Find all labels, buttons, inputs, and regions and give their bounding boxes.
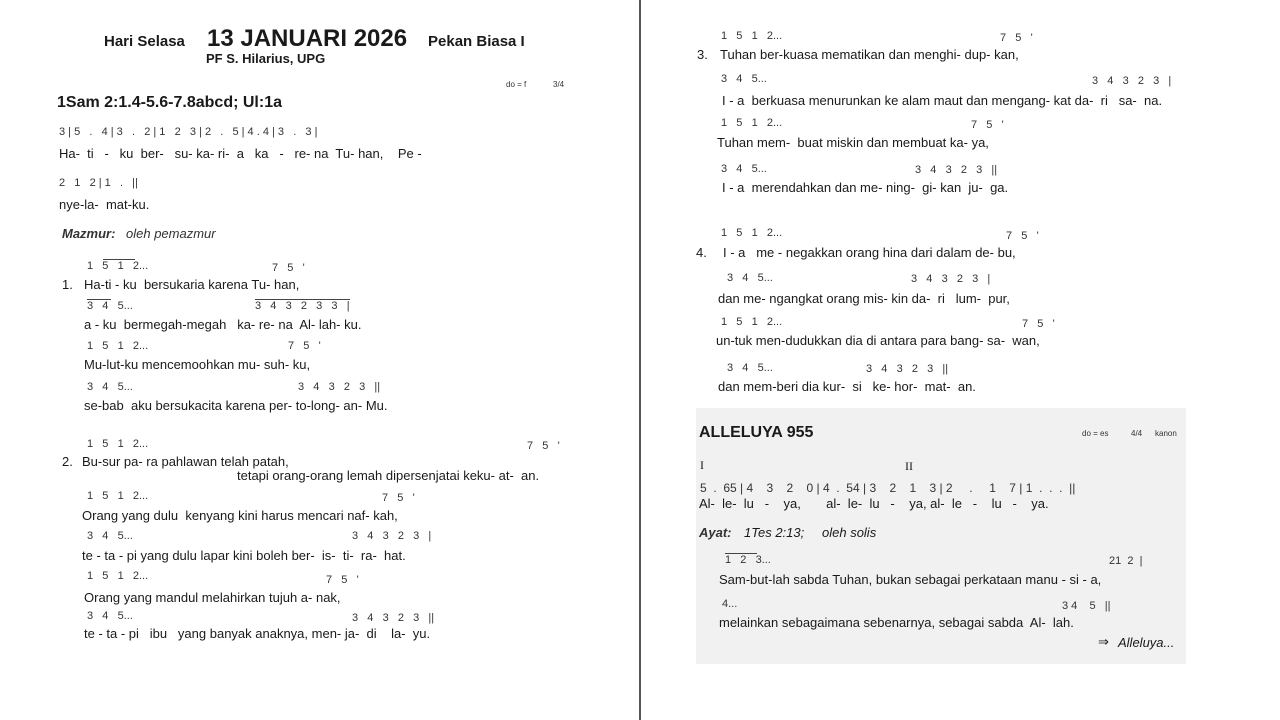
return-to-alleluya: Alleluya...: [1118, 635, 1175, 650]
canon-entry-mark: II: [905, 459, 913, 473]
verse-lyric: se-bab aku bersukacita karena per- to-long- an- Mu.: [84, 398, 388, 413]
refrain-notes-2: 2 1 2 | 1 . ||: [59, 177, 138, 189]
verse-notes: 7 5 ': [1022, 318, 1055, 330]
verse-notes: 3 4 5...: [727, 272, 773, 284]
ayat-notes: 4...: [722, 598, 738, 610]
week-label: Pekan Biasa I: [428, 33, 525, 50]
alleluya-lyric: Al- le- lu - ya, al- le- lu - ya, al- le - lu - ya.: [699, 496, 1049, 511]
right-page: [641, 0, 1280, 720]
verse-notes: 3 4 5...: [721, 73, 767, 85]
verse-lyric: Ha-ti - ku bersukaria karena Tu- han,: [84, 277, 300, 292]
refrain-lyric-2: nye-la- mat-ku.: [59, 197, 150, 212]
alleluya-key: do = es: [1082, 429, 1109, 438]
verse-notes: 3 4 3 2 3 3 |: [255, 300, 350, 312]
verse-notes: 7 5 ': [527, 440, 560, 452]
verse-notes: 3 4 3 2 3 |: [911, 273, 991, 285]
verse-notes: 3 4 3 2 3 |: [352, 530, 432, 542]
alleluya-title: ALLELUYA 955: [699, 424, 814, 441]
verse-lyric: I - a merendahkan dan me- ning- gi- kan ju- ga.: [722, 180, 1009, 195]
verse-notes: 3 4 3 2 3 ||: [352, 612, 435, 624]
verse-lyric: un-tuk men-dudukkan dia di antara para bang- sa- wan,: [716, 333, 1040, 348]
verse-notes: 7 5 ': [971, 119, 1004, 131]
alleluya-time: 4/4: [1131, 429, 1143, 438]
verse-lyric: Bu-sur pa- ra pahlawan telah patah,: [82, 454, 289, 469]
verse-notes: 3 4 3 2 3 |: [1092, 75, 1172, 87]
verse-notes: 7 5 ': [382, 492, 415, 504]
mazmur-label: Mazmur:: [62, 226, 116, 241]
verse-number: 4.: [696, 245, 707, 260]
ayat-reference: 1Tes 2:13;: [744, 525, 805, 540]
ayat-lyric: melainkan sebagaimana sebenarnya, sebagai sabda Al- lah.: [719, 615, 1074, 630]
verse-lyric: te - ta - pi yang dulu lapar kini boleh ber- is- ti- ra- hat.: [82, 548, 406, 563]
verse-lyric: te - ta - pi ibu yang banyak anaknya, men- ja- di la- yu.: [84, 626, 431, 641]
time-signature: 3/4: [553, 80, 565, 89]
date-heading: 13 JANUARI 2026: [207, 25, 408, 52]
verse-notes: 3 4 5...: [87, 381, 133, 393]
alleluya-notes: 5 . 65 | 4 3 2 0 | 4 . 54 | 3 2 1 3 | 2 . 1 7 | 1 . . . ||: [700, 481, 1076, 495]
verse-notes: 3 4 5...: [727, 362, 773, 374]
verse-notes: 3 4 5...: [87, 300, 133, 312]
ayat-by: oleh solis: [822, 525, 877, 540]
verse-notes: 1 5 1 2...: [87, 438, 149, 450]
return-arrow-icon: ⇒: [1098, 634, 1109, 649]
verse-notes: 7 5 ': [1006, 230, 1039, 242]
verse-lyric: I - a berkuasa menurunkan ke alam maut dan mengang- kat da- ri sa- na.: [722, 93, 1163, 108]
verse-notes: 3 4 5...: [721, 163, 767, 175]
verse-notes: 1 5 1 2...: [721, 30, 783, 42]
verse-notes: 7 5 ': [272, 262, 305, 274]
verse-notes: 3 4 3 2 3 ||: [298, 381, 381, 393]
verse-lyric: Orang yang dulu kenyang kini harus mencari naf- kah,: [82, 508, 398, 523]
verse-notes: 3 4 3 2 3 ||: [915, 164, 998, 176]
refrain-notes-1: 3 | 5 . 4 | 3 . 2 | 1 2 3 | 2 . 5 | 4 . 4 | 3 . 3 |: [59, 126, 318, 138]
verse-lyric: dan me- ngangkat orang mis- kin da- ri lum- pur,: [718, 291, 1010, 306]
verse-notes: 1 5 1 2...: [87, 260, 149, 272]
alleluya-form: kanon: [1155, 429, 1177, 438]
verse-lyric: Tuhan mem- buat miskin dan membuat ka- ya,: [717, 135, 989, 150]
mazmur-by: oleh pemazmur: [126, 226, 216, 241]
ayat-notes: 3 4 5 ||: [1062, 600, 1111, 612]
verse-lyric: Mu-lut-ku mencemoohkan mu- suh- ku,: [84, 357, 311, 372]
verse-number: 1.: [62, 277, 73, 292]
verse-notes: 3 4 5...: [87, 530, 133, 542]
verse-notes: 1 5 1 2...: [87, 570, 149, 582]
note-beam: [255, 299, 350, 300]
verse-lyric: Orang yang mandul melahirkan tujuh a- nak,: [84, 590, 341, 605]
verse-notes: 3 4 5...: [87, 610, 133, 622]
feast-label: PF S. Hilarius, UPG: [206, 51, 326, 66]
refrain-lyric-1: Ha- ti - ku ber- su- ka- ri- a ka - re- na Tu- han, Pe -: [59, 146, 422, 161]
verse-notes: 7 5 ': [288, 340, 321, 352]
key-signature: do = f: [506, 80, 527, 89]
verse-notes: 1 5 1 2...: [721, 227, 783, 239]
note-beam: [725, 553, 757, 554]
verse-lyric: tetapi orang-orang lemah dipersenjatai keku- at- an.: [237, 468, 540, 483]
verse-number: 2.: [62, 454, 73, 469]
verse-notes: 1 5 1 2...: [721, 117, 783, 129]
verse-lyric: a - ku bermegah-megah ka- re- na Al- lah- ku.: [84, 317, 362, 332]
verse-notes: 1 5 1 2...: [87, 490, 149, 502]
reading-reference: 1Sam 2:1.4-5.6-7.8abcd; Ul:1a: [57, 94, 282, 111]
note-beam: [103, 259, 135, 260]
note-beam: [87, 299, 111, 300]
verse-notes: 1 5 1 2...: [87, 340, 149, 352]
day-label: Hari Selasa: [104, 33, 185, 50]
ayat-notes: 1 2 3...: [725, 554, 771, 566]
ayat-lyric: Sam-but-lah sabda Tuhan, bukan sebagai perkataan manu - si - a,: [719, 572, 1102, 587]
ayat-notes: 21 2 |: [1109, 555, 1143, 567]
verse-notes: 1 5 1 2...: [721, 316, 783, 328]
verse-notes: 7 5 ': [326, 574, 359, 586]
canon-entry-mark: I: [700, 458, 704, 472]
verse-notes: 7 5 ': [1000, 32, 1033, 44]
verse-notes: 3 4 3 2 3 ||: [866, 363, 949, 375]
ayat-label: Ayat:: [699, 525, 732, 540]
verse-number: 3.: [697, 47, 708, 62]
verse-lyric: dan mem-beri dia kur- si ke- hor- mat- an.: [718, 379, 976, 394]
verse-lyric: I - a me - negakkan orang hina dari dalam de- bu,: [723, 245, 1016, 260]
verse-lyric: Tuhan ber-kuasa mematikan dan menghi- dup- kan,: [720, 47, 1019, 62]
